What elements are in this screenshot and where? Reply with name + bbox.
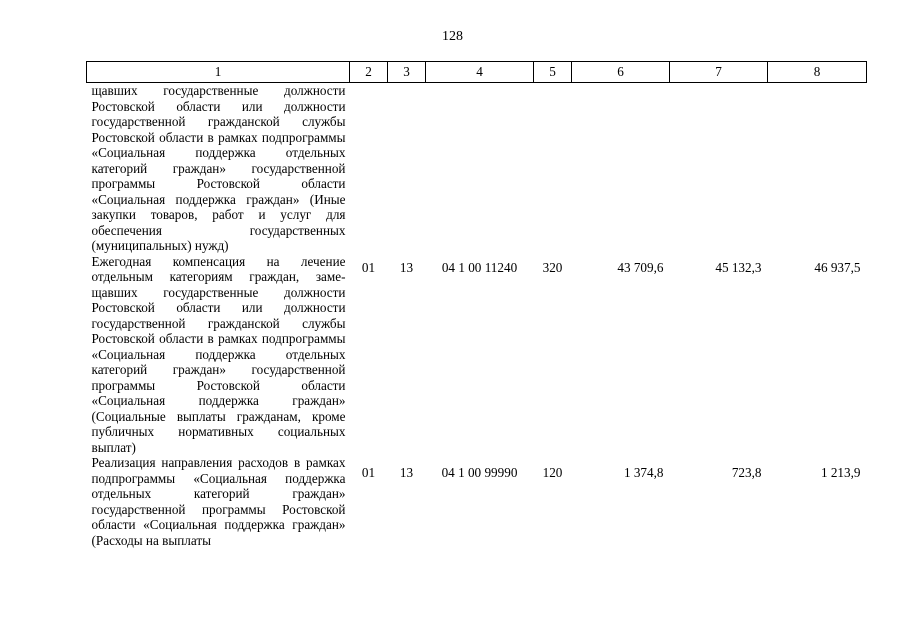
row-subsection-code — [388, 83, 426, 254]
table-row — [87, 254, 867, 456]
table-row — [87, 455, 867, 548]
row-section-code — [350, 83, 388, 254]
header-col-6: 6 — [572, 62, 670, 83]
header-col-2: 2 — [350, 62, 388, 83]
row-amount-col8 — [768, 83, 867, 254]
row-section-code: 01 — [361, 465, 376, 480]
row-expense-type — [534, 83, 572, 254]
row-target-article: 04 1 00 99990 — [441, 465, 518, 480]
row-amount-col6: 1 374,8 — [623, 465, 664, 480]
row-target-article: 04 1 00 11240 — [441, 259, 518, 275]
row-description: Ежегодная компенсация на лечение отдельным категориям граждан, замещавших государственные должности Ростовской области или должности государственной гражданской службы Ростовской области в рамках подпрограммы «Социальная поддержка отдельных категорий граждан» государственной программы Ростовской области «Социальная поддержка граждан» (Социальные выплаты гражданам, кроме публичных нормативных социальных выплат) — [91, 253, 346, 455]
header-col-3: 3 — [388, 62, 426, 83]
row-section-code: 01 — [361, 259, 376, 275]
row-description: Реализация направления расходов в рамках подпрограммы «Социальная поддержка отдельных категорий граждан» государственной программы Ростовской области «Социальная поддержка граждан» (Расходы на выплаты — [91, 455, 346, 548]
header-col-4: 4 — [426, 62, 534, 83]
row-amount-col8: 46 937,5 — [814, 259, 861, 275]
row-amount-col8: 1 213,9 — [820, 465, 861, 480]
row-subsection-code: 13 — [399, 465, 414, 480]
row-amount-col6: 43 709,6 — [617, 259, 664, 275]
header-col-8: 8 — [768, 62, 867, 83]
row-expense-type: 120 — [542, 465, 563, 480]
header-col-7: 7 — [670, 62, 768, 83]
row-amount-col7 — [670, 83, 768, 254]
budget-table — [86, 61, 867, 548]
header-col-1: 1 — [87, 62, 350, 83]
row-expense-type: 320 — [542, 259, 563, 275]
table-header-row — [87, 62, 867, 83]
row-amount-col7: 45 132,3 — [715, 259, 762, 275]
header-col-5: 5 — [534, 62, 572, 83]
row-subsection-code: 13 — [399, 259, 414, 275]
row-amount-col7: 723,8 — [731, 465, 762, 480]
page-number: 128 — [442, 29, 463, 44]
row-description: щавших государственные должности Ростовской области или должности государственной гражданской службы Ростовской области в рамках подпрограммы «Социальная поддержка отдельных категорий граждан» государственной программы Ростовской области «Социальная поддержка граждан» (Иные закупки товаров, работ и услуг для обеспечения государственных (муниципальных) нужд) — [91, 83, 346, 253]
row-amount-col6 — [572, 83, 670, 254]
table-row — [87, 83, 867, 254]
row-target-article — [426, 83, 534, 254]
